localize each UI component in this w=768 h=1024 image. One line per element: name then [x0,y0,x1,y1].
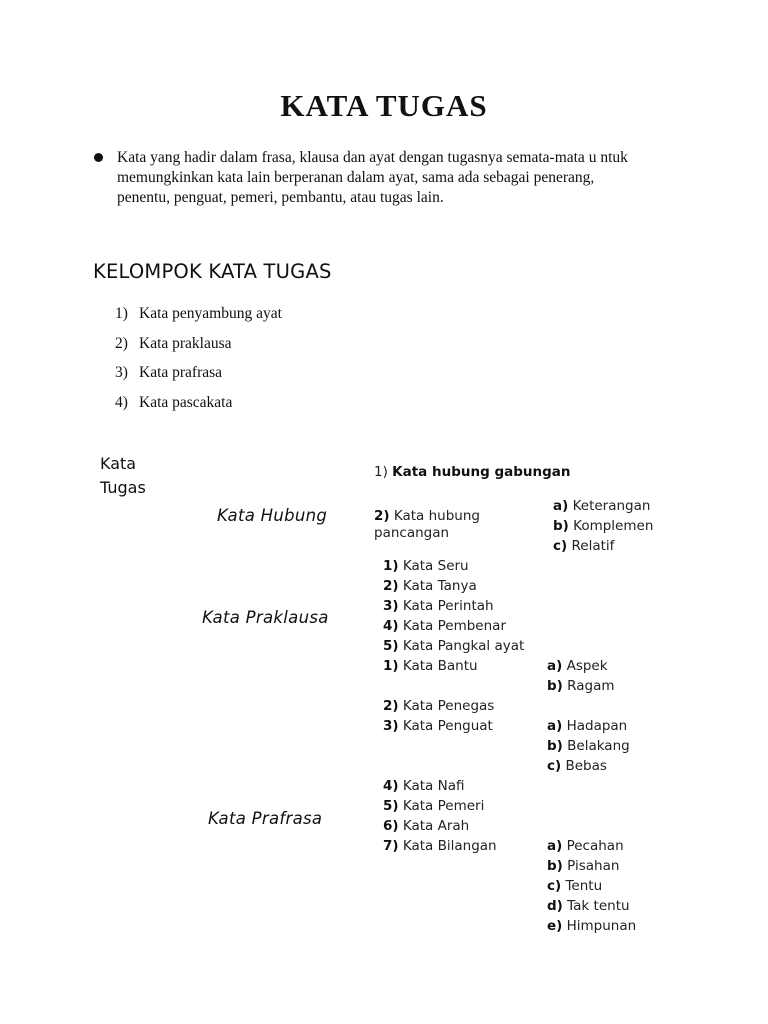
item-number: 3) [115,364,128,381]
section-heading: KELOMPOK KATA TUGAS [93,260,332,283]
item-label-cont: pancangan [374,525,450,541]
list-item: a) Hadapan [547,718,628,734]
list-item [115,334,282,364]
bantu-sublist [547,656,615,696]
prafrasa-list-cont [383,776,497,856]
prafrasa-item: 1) Kata Bantu [383,658,478,674]
list-item: 4) Kata Nafi [383,778,465,794]
item-number: 2) [115,334,128,352]
prafrasa-item: 3) Kata Penguat [383,718,493,734]
list-item: 3) Kata Perintah [383,598,494,614]
tree-root-label [100,452,146,500]
prafrasa-item: 2) Kata Penegas [383,698,495,714]
page-title: KATA TUGAS [280,88,488,123]
list-item: b) Belakang [547,738,630,754]
list-item: 2) Kata Tanya [383,578,477,594]
group-list [115,304,282,422]
root-line: Tugas [100,478,146,497]
intro-line: penentu, penguat, pemeri, pembantu, atau tugas lain. [117,189,444,206]
item-number: 4) [115,393,128,411]
list-item: a) Keterangan [553,498,651,514]
list-item: 5) Kata Pangkal ayat [383,638,525,654]
category-kata-prafrasa: Kata Prafrasa [208,809,323,828]
list-item: b) Pisahan [547,858,620,874]
list-item: b) Komplemen [553,518,654,534]
list-item: c) Relatif [553,538,615,554]
praklausa-list [383,556,524,656]
list-item: e) Himpunan [547,918,637,934]
category-kata-praklausa: Kata Praklausa [202,608,329,627]
list-item: 4) Kata Pembenar [383,618,506,634]
list-item: a) Aspek [547,658,608,674]
item-label: Kata penyambung ayat [139,305,282,322]
hubung-item-1 [374,462,571,482]
category-kata-hubung: Kata Hubung [217,506,328,525]
list-item: c) Tentu [547,878,603,894]
item-label: Kata hubung gabungan [392,464,571,480]
item-number: 2) [374,508,390,524]
intro-paragraph [117,148,687,208]
list-item [115,363,282,393]
item-label: Kata hubung [393,508,480,524]
list-item: 5) Kata Pemeri [383,798,485,814]
item-label: Kata prafrasa [139,364,223,381]
list-item [115,304,282,334]
hubung-item-2 [374,508,480,542]
item-number: 1) [115,305,128,322]
list-item: 7) Kata Bilangan [383,838,497,854]
root-line: Kata [100,454,137,473]
hubung-pancangan-sublist [553,496,653,556]
list-item: c) Bebas [547,758,607,774]
list-item: a) Pecahan [547,838,624,854]
list-item: d) Tak tentu [547,898,630,914]
list-item: 1) Kata Seru [383,558,469,574]
intro-line: memungkinkan kata lain berperanan dalam ayat, sama ada sebagai penerang, [117,169,595,186]
item-label: Kata pascakata [139,393,233,411]
list-item [115,393,282,423]
list-item: 6) Kata Arah [383,818,470,834]
item-number: 1) [374,464,388,480]
penguat-sublist [547,716,630,776]
list-item: b) Ragam [547,678,615,694]
bilangan-sublist [547,836,636,936]
item-label: Kata praklausa [139,334,232,352]
bullet-icon [94,153,103,162]
intro-line: Kata yang hadir dalam frasa, klausa dan ayat dengan tugasnya semata-mata u ntuk [117,149,628,166]
